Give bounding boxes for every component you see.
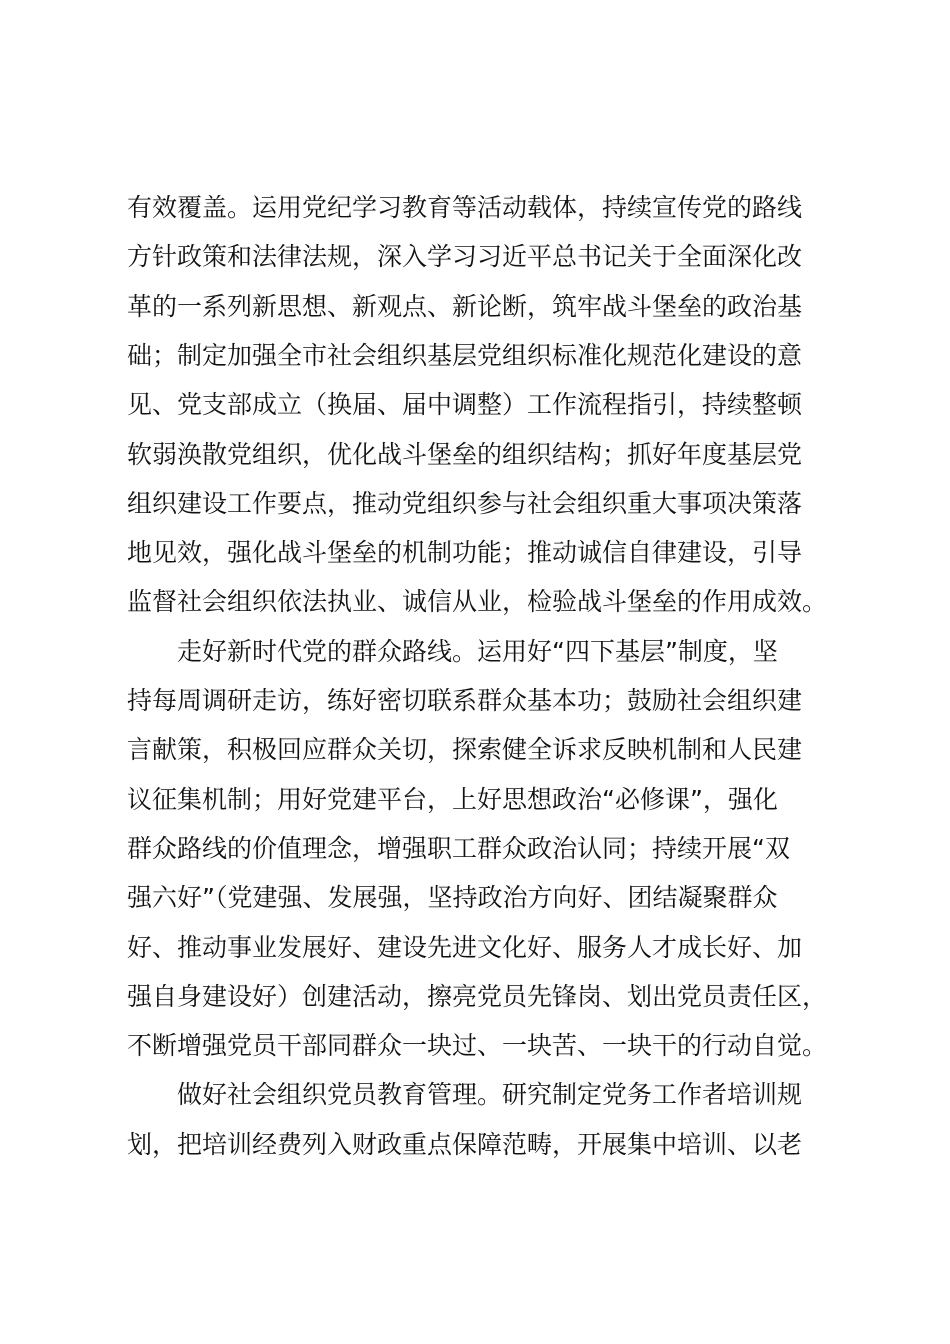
text-line: 有效覆盖。运用党纪学习教育等活动载体，持续宣传党的路线 bbox=[127, 193, 803, 222]
text-line: 方针政策和法律法规，深入学习习近平总书记关于全面深化改 bbox=[127, 242, 803, 271]
paragraph-first-line: 做好社会组织党员教育管理。研究制定党务工作者培训规 bbox=[177, 1080, 803, 1109]
text-line: 不断增强党员干部同群众一块过、一块苦、一块干的行动自觉。 bbox=[127, 1031, 828, 1060]
text-line: 议征集机制；用好党建平台，上好思想政治“必修课”，强化 bbox=[127, 785, 778, 814]
paragraph-first-line: 走好新时代党的群众路线。运用好“四下基层”制度，坚 bbox=[177, 637, 778, 666]
text-line: 持每周调研走访，练好密切联系群众基本功；鼓励社会组织建 bbox=[127, 686, 803, 715]
text-line: 好、推动事业发展好、建设先进文化好、服务人才成长好、加 bbox=[127, 933, 803, 962]
text-line: 础；制定加强全市社会组织基层党组织标准化规范化建设的意 bbox=[127, 341, 803, 370]
text-line: 组织建设工作要点，推动党组织参与社会组织重大事项决策落 bbox=[127, 489, 803, 518]
text-line: 软弱涣散党组织，优化战斗堡垒的组织结构；抓好年度基层党 bbox=[127, 440, 803, 469]
text-line: 强自身建设好）创建活动，擦亮党员先锋岗、划出党员责任区， bbox=[127, 982, 828, 1011]
text-line: 地见效，强化战斗堡垒的机制功能；推动诚信自律建设，引导 bbox=[127, 538, 803, 567]
text-line: 革的一系列新思想、新观点、新论断，筑牢战斗堡垒的政治基 bbox=[127, 292, 803, 321]
text-line: 强六好”（党建强、发展强，坚持政治方向好、团结凝聚群众 bbox=[127, 883, 778, 912]
text-line: 监督社会组织依法执业、诚信从业，检验战斗堡垒的作用成效。 bbox=[127, 587, 828, 616]
text-line: 群众路线的价值理念，增强职工群众政治认同；持续开展“双 bbox=[127, 834, 790, 863]
text-line: 划，把培训经费列入财政重点保障范畴，开展集中培训、以老 bbox=[127, 1130, 803, 1159]
text-line: 言献策，积极回应群众关切，探索健全诉求反映机制和人民建 bbox=[127, 735, 803, 764]
text-line: 见、党支部成立（换届、届中调整）工作流程指引，持续整顿 bbox=[127, 390, 803, 419]
